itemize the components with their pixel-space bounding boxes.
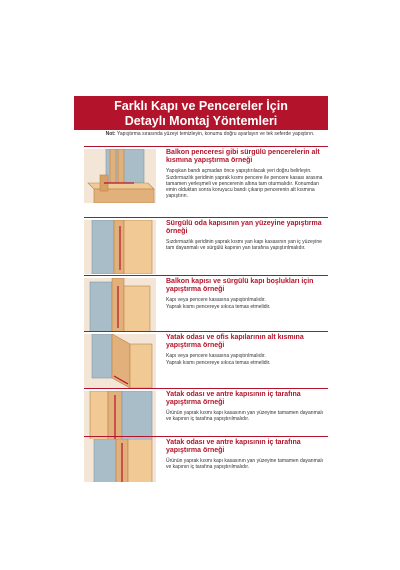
section-body (166, 239, 324, 252)
section-divider (84, 275, 328, 276)
section-title: Balkon kapısı ve sürgülü kapı boşlukları için yapıştırma örneği (166, 278, 314, 293)
page-title-line2: Detaylı Montaj Yöntemleri (124, 114, 278, 128)
section-body (166, 458, 324, 471)
section-paragraph: Ürünün yaprak kısmı kapı kasasının yan yüzeyine tamamen dayanmalı ve kapının iç tarafına yapıştırılmalıdır. (166, 458, 324, 471)
bedroom-door-bottom-illustration (84, 334, 156, 388)
section-title: Yatak odası ve antre kapısının iç tarafına yapıştırma örneği (166, 439, 301, 454)
installation-note (96, 131, 324, 137)
section-paragraph: Yapışkan bandı açmadan önce yapıştırılacak yeri doğru belirleyin. (166, 168, 312, 174)
section-sliding-door-side (74, 217, 328, 273)
section-divider (84, 146, 328, 147)
section-bedroom-door-bottom (74, 331, 328, 389)
section-paragraph: Sızdırmazlık şeridinin yaprak kısmı yan kapı kasasının yan iç yüzeyine tam dayanmalı ve sürgülü kapının yan tarafına yapıştırılmalıdır. (166, 239, 322, 252)
section-bedroom-door-inner-2 (74, 436, 328, 482)
section-divider (84, 388, 328, 389)
section-sliding-window-bottom (74, 146, 328, 214)
section-paragraph: Yaprak kısmı pencereye sıkıca temas etmelidir. (166, 359, 271, 366)
section-balcony-door-gaps (74, 275, 328, 331)
section-title: Sürgülü oda kapısının yan yüzeyine yapıştırma örneği (166, 220, 322, 235)
page-title-line1: Farklı Kapı ve Pencereler İçin (114, 99, 288, 113)
section-title: Yatak odası ve antre kapısının iç tarafına yapıştırma örneği (166, 391, 301, 406)
bedroom-door-inner-illustration-2 (84, 439, 156, 482)
section-divider (84, 217, 328, 218)
section-title: Balkon penceresi gibi sürgülü pencerelerin alt kısmına yapıştırma örneği (166, 149, 320, 164)
balcony-door-illustration (84, 278, 156, 332)
header-banner (74, 96, 328, 130)
section-body (166, 410, 324, 423)
section-divider (84, 436, 328, 437)
section-title: Yatak odası ve ofis kapılarının alt kısmına yapıştırma örneği (166, 334, 304, 349)
section-paragraph: Kapı veya pencere kasasına yapıştırılmalıdır. (166, 353, 266, 359)
section-paragraph: Ürünün yaprak kısmı kapı kasasının yan yüzeyine tamamen dayanmalı ve kapının iç tarafına yapıştırılmalıdır. (166, 410, 324, 423)
section-paragraph: Yaprak kısmı pencereye sıkıca temas etmelidir. (166, 303, 271, 310)
section-paragraph: Kapı veya pencere kasasına yapıştırılmalıdır. (166, 297, 266, 303)
note-label: Not: (105, 131, 116, 137)
section-divider (84, 331, 328, 332)
section-paragraph: Sızdırmazlık şeridinin yaprak kısmı pencere ile pencere kasası arasına tamamen yerleşmeli ve pencerenin altına tam oturmalıdır. Konumdan emin olduktan sonra koruyucu bandı çıkarıp pencerenin alt kısmına yapıştırın. (166, 174, 323, 200)
section-bedroom-door-inner (74, 388, 328, 440)
sliding-window-illustration (84, 149, 156, 203)
instruction-sheet (74, 96, 328, 482)
section-body (166, 168, 324, 200)
section-body (166, 297, 324, 311)
section-body (166, 353, 324, 367)
note-text: Yapıştırma sırasında yüzeyi temizleyin, konumu doğru ayarlayın ve tek seferde yapıştırın. (116, 131, 315, 137)
sliding-door-side-illustration (84, 220, 156, 274)
